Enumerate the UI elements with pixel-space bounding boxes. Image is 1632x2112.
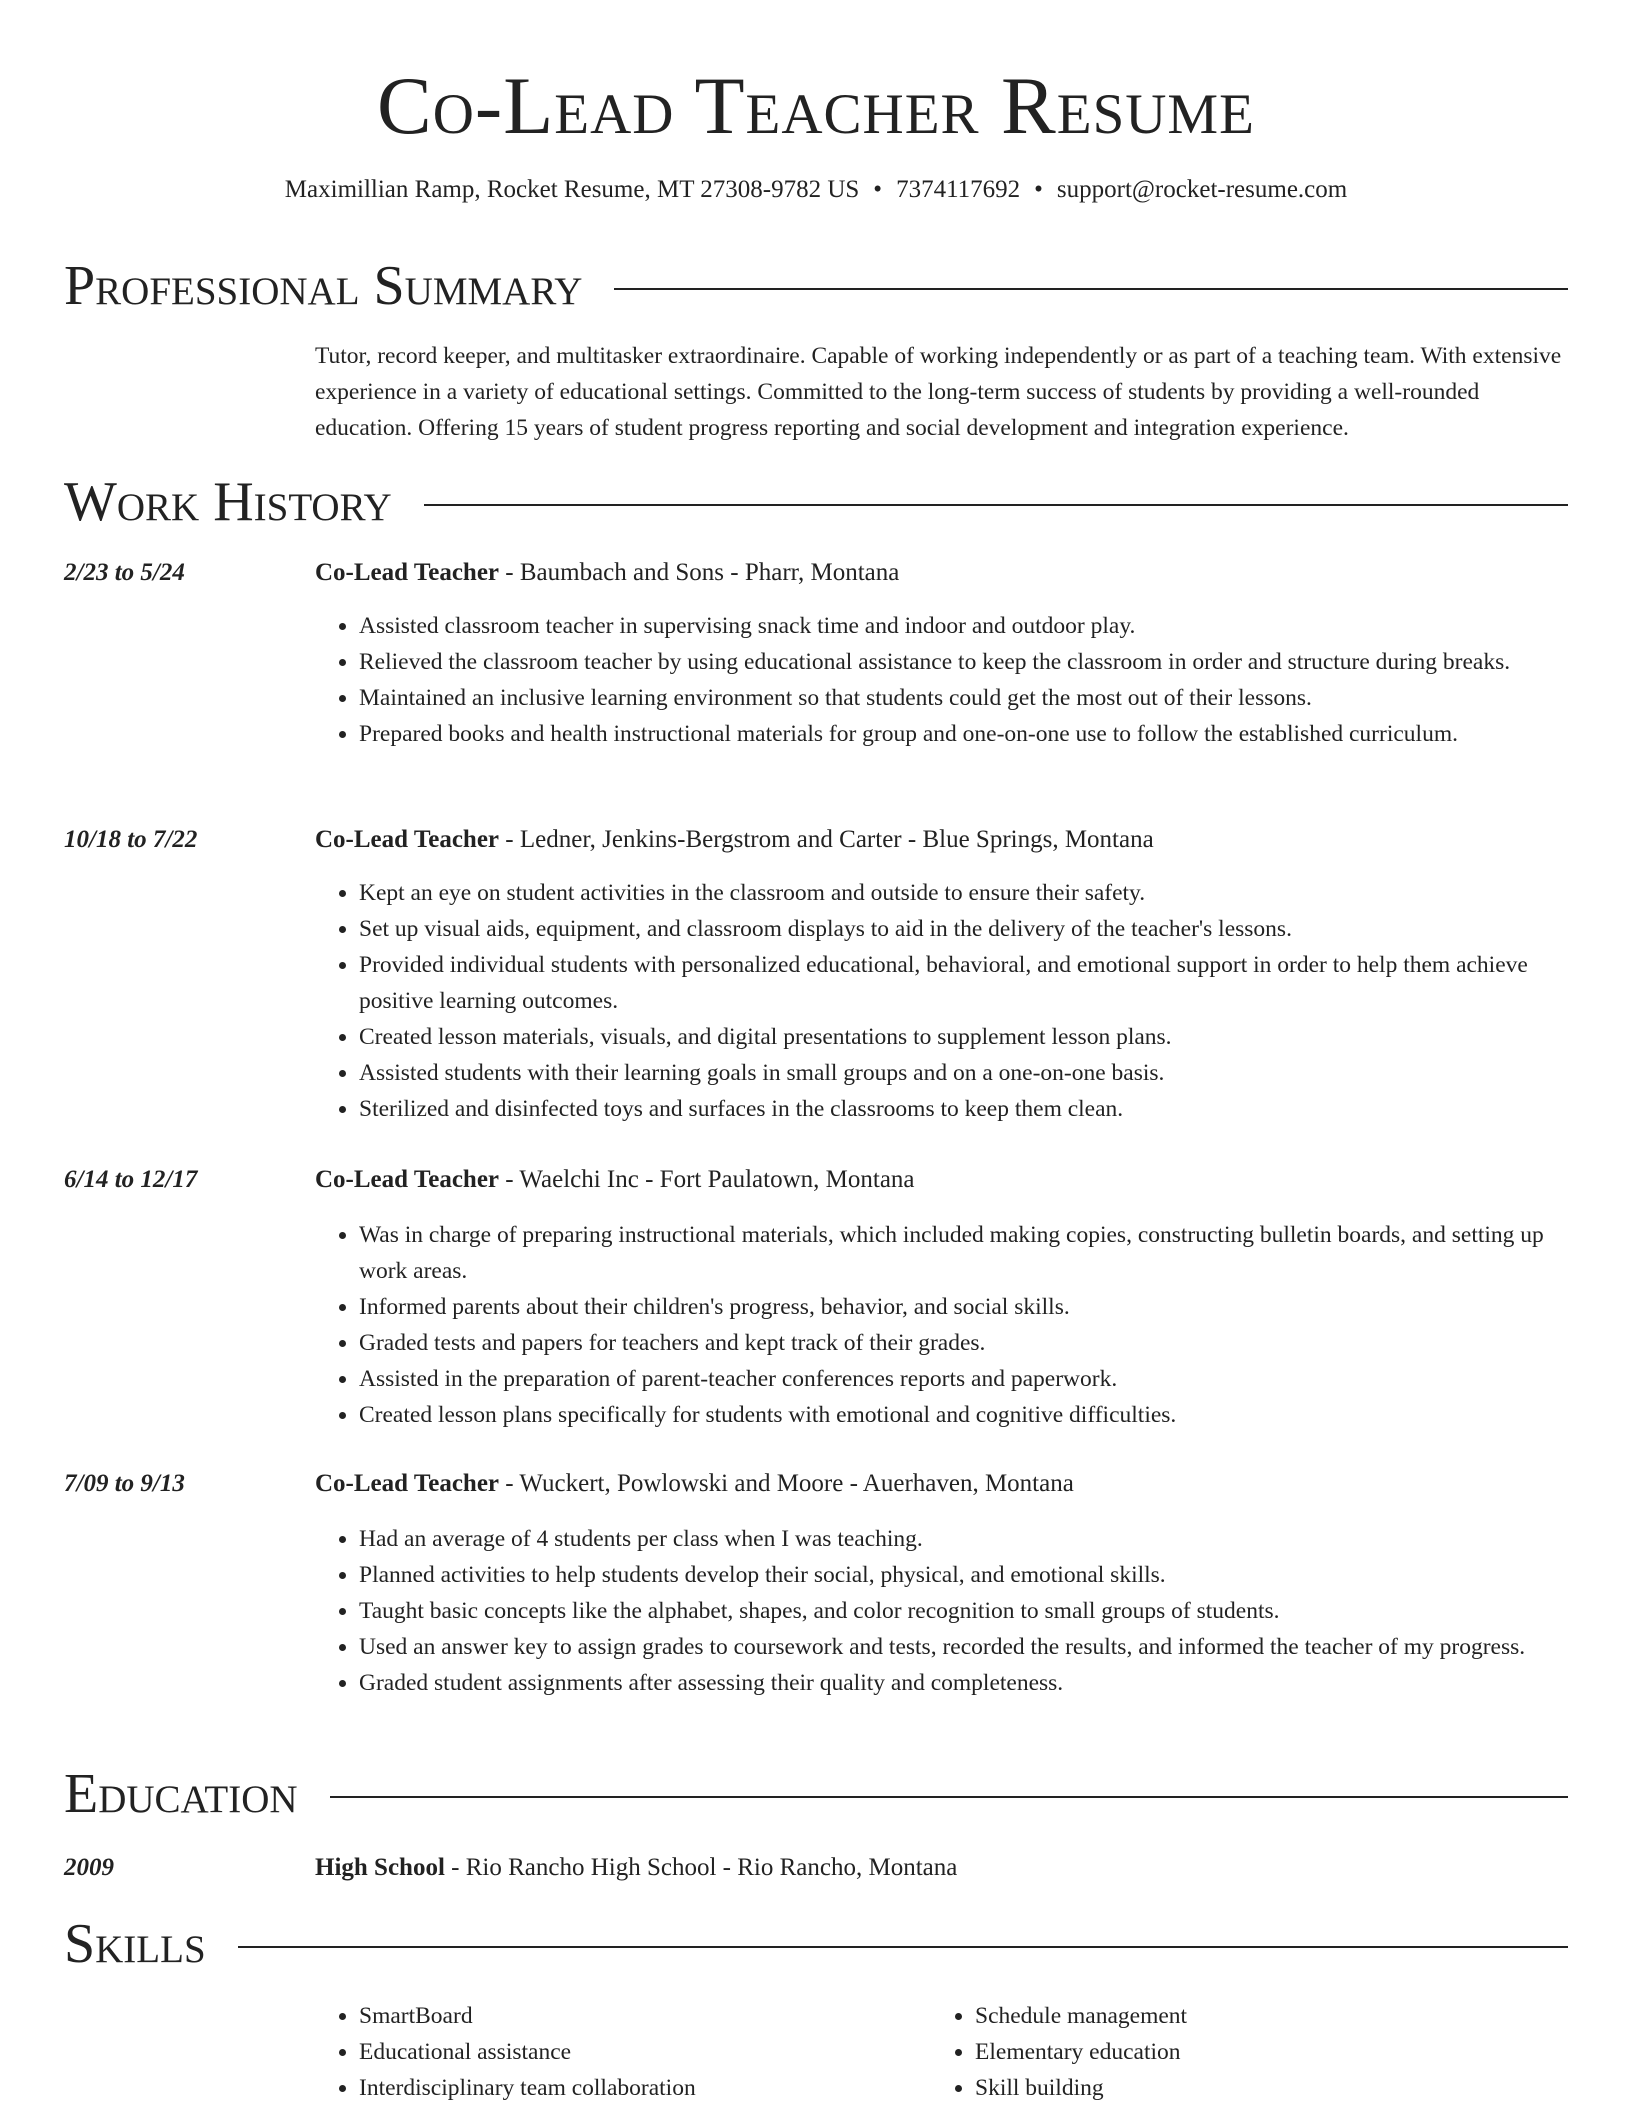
job-role (315, 1467, 1565, 1501)
job-bullet: • Graded student assignments after assessing their quality and completeness. (359, 1665, 1565, 1701)
job-date: 2/23 to 5/24 (64, 559, 185, 586)
skill-item: • Schedule management (975, 1998, 1531, 2034)
job-bullet: • Set up visual aids, equipment, and classroom displays to aid in the delivery of the teacher's lessons. (359, 911, 1565, 947)
job-details: - Waelchi Inc - Fort Paulatown, Montana (499, 1166, 915, 1193)
job-bullet: • Planned activities to help students develop their social, physical, and emotional skills. (359, 1557, 1565, 1593)
job-bullet: • Used an answer key to assign grades to coursework and tests, recorded the results, and informed the teacher of my progress. (359, 1629, 1565, 1665)
education-degree: High School (315, 1854, 445, 1881)
job-title: Co-Lead Teacher (315, 559, 500, 586)
job-role (315, 1163, 1565, 1197)
job-bullets (315, 1217, 1565, 1433)
job-bullets (315, 608, 1565, 752)
job-bullet: • Created lesson materials, visuals, and digital presentations to supplement lesson plans. (359, 1019, 1565, 1055)
job-date: 6/14 to 12/17 (64, 1166, 198, 1193)
skills-column-right (931, 1998, 1531, 2106)
job-bullet: • Kept an eye on student activities in the classroom and outside to ensure their safety. (359, 875, 1565, 911)
section-divider (424, 504, 1568, 506)
contact-separator: • (1034, 176, 1043, 203)
section-divider (238, 1946, 1568, 1948)
job-details: - Wuckert, Powlowski and Moore - Auerhaven, Montana (499, 1470, 1074, 1497)
job-bullets (315, 875, 1565, 1127)
section-heading-education: Education (64, 1763, 298, 1825)
job-bullet: • Prepared books and health instructional materials for group and one-on-one use to follow the established curriculum. (359, 716, 1565, 752)
job-role (315, 823, 1565, 857)
job-bullet: • Sterilized and disinfected toys and surfaces in the classrooms to keep them clean. (359, 1091, 1565, 1127)
job-date: 7/09 to 9/13 (64, 1470, 185, 1497)
skill-item: • Skill building (975, 2070, 1531, 2106)
section-divider (330, 1796, 1568, 1798)
job-bullet: • Created lesson plans specifically for students with emotional and cognitive difficulties. (359, 1397, 1565, 1433)
resume-title: Co-Lead Teacher Resume (377, 60, 1255, 151)
education-date: 2009 (64, 1854, 114, 1881)
section-heading-summary: Professional Summary (64, 255, 583, 317)
job-bullet: • Assisted in the preparation of parent-teacher conferences reports and paperwork. (359, 1361, 1565, 1397)
job-role (315, 556, 1565, 590)
job-bullet: • Informed parents about their children's progress, behavior, and social skills. (359, 1289, 1565, 1325)
section-header-summary (64, 254, 1568, 318)
skill-item: • Elementary education (975, 2034, 1531, 2070)
contact-address: Maximillian Ramp, Rocket Resume, MT 27308-9782 US (284, 176, 860, 203)
skill-item: • Interdisciplinary team collaboration (359, 2070, 915, 2106)
job-title: Co-Lead Teacher (315, 1166, 500, 1193)
skill-item: • Educational assistance (359, 2034, 915, 2070)
skills-column-left (315, 1998, 915, 2106)
job-bullets (315, 1521, 1565, 1701)
job-bullet: • Maintained an inclusive learning environment so that students could get the most out of their lessons. (359, 680, 1565, 716)
summary-text: Tutor, record keeper, and multitasker extraordinaire. Capable of working independently or as part of a teaching team. With extensive experience in a variety of educational settings. Committed to the long-term success of students by providing a well-rounded education. Offering 15 years of student progress reporting and social development and integration experience. (315, 343, 1562, 441)
job-bullet: • Assisted students with their learning goals in small groups and on a one-on-one basis. (359, 1055, 1565, 1091)
job-bullet: • Graded tests and papers for teachers and kept track of their grades. (359, 1325, 1565, 1361)
job-bullet: • Taught basic concepts like the alphabet, shapes, and color recognition to small groups of students. (359, 1593, 1565, 1629)
job-title: Co-Lead Teacher (315, 826, 500, 853)
contact-separator: • (873, 176, 883, 203)
section-header-education (64, 1762, 1568, 1826)
section-divider (614, 288, 1568, 290)
skill-item: • SmartBoard (359, 1998, 915, 2034)
section-header-work (64, 470, 1568, 534)
education-degree-line (315, 1851, 1565, 1885)
contact-email: support@rocket-resume.com (1056, 176, 1348, 203)
job-bullet: • Was in charge of preparing instructional materials, which included making copies, constructing bulletin boards, and setting up work areas. (359, 1217, 1565, 1289)
contact-phone: 7374117692 (896, 176, 1021, 203)
job-details: - Ledner, Jenkins-Bergstrom and Carter - Blue Springs, Montana (499, 826, 1154, 853)
section-header-skills (64, 1912, 1568, 1976)
job-bullet: • Provided individual students with personalized educational, behavioral, and emotional support in order to help them achieve positive learning outcomes. (359, 947, 1565, 1019)
job-date: 10/18 to 7/22 (64, 826, 198, 853)
job-bullet: • Relieved the classroom teacher by using educational assistance to keep the classroom in order and structure during breaks. (359, 644, 1565, 680)
job-details: - Baumbach and Sons - Pharr, Montana (499, 559, 900, 586)
section-heading-work: Work History (64, 471, 392, 533)
job-bullet: • Had an average of 4 students per class when I was teaching. (359, 1521, 1565, 1557)
section-heading-skills: Skills (64, 1913, 206, 1975)
job-title: Co-Lead Teacher (315, 1470, 500, 1497)
job-bullet: • Assisted classroom teacher in supervising snack time and indoor and outdoor play. (359, 608, 1565, 644)
education-details: - Rio Rancho High School - Rio Rancho, Montana (444, 1854, 958, 1881)
contact-line (0, 173, 1632, 207)
